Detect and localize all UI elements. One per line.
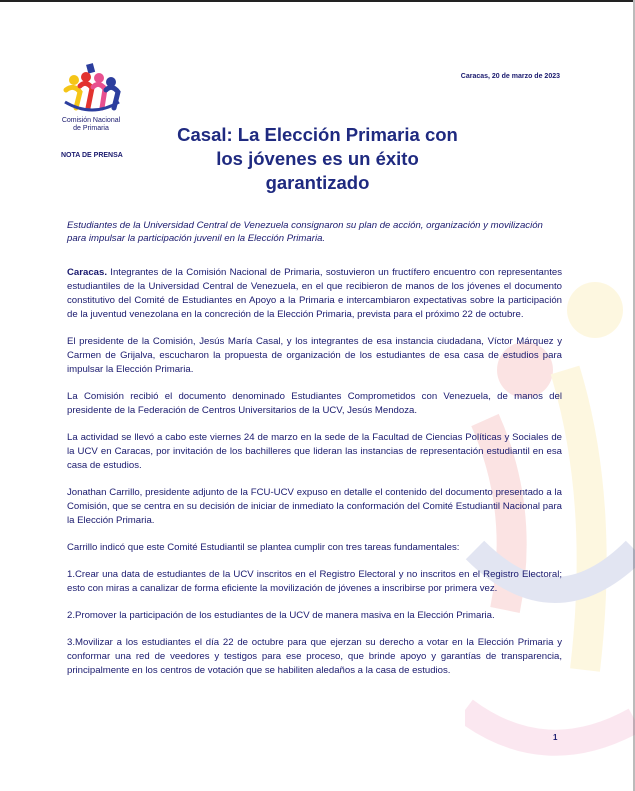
article-body [67, 266, 562, 691]
paragraph-2: El presidente de la Comisión, Jesús María Casal, y los integrantes de esa instancia ciudadana, Víctor Márquez y Carmen de Grijalva, escucharon la propuesta de organización de los estudiantes de esa casa de estudios para impulsar la Elección Primaria. [67, 336, 562, 375]
title-line-1: Casal: La Elección Primaria con [177, 124, 458, 145]
paragraph-1-text: Integrantes de la Comisión Nacional de Primaria, sostuvieron un fructífero encuentro con representantes estudiantiles de la Universidad Central de Venezuela, en el que recibieron de manos de los jóvenes el documento constitutivo del Comité de Estudiantes en Apoyo a la Primaria e intercambiaron expectativas sobre la participación de la juventud venezolana en la concreción de la Elección Primaria, prevista para el próximo 22 de octubre. [67, 267, 562, 320]
paragraph-3: La Comisión recibió el documento denominado Estudiantes Comprometidos con Venezuela, de manos del presidente de la Federación de Centros Universitarios de la UCV, Jesús Mendoza. [67, 391, 562, 416]
dateline-place: Caracas. [67, 267, 108, 278]
comision-logo-icon [62, 62, 122, 117]
top-border [0, 0, 635, 2]
logo-caption [46, 117, 136, 133]
list-item-2: 2.Promover la participación de los estudiantes de la UCV de manera masiva en la Elección Primaria. [67, 610, 495, 621]
press-release-label: NOTA DE PRENSA [61, 152, 123, 159]
page-title [160, 123, 475, 195]
list-item-3: 3.Movilizar a los estudiantes el día 22 de octubre para que ejerzan su derecho a votar en la Elección Primaria y conformar una red de veedores y testigos para ese proceso, que brinde apoyo y garantías de transparencia, principalmente en los centros de votación que se habiliten aledaños a la casa de estudios. [67, 637, 562, 676]
title-line-2: los jóvenes es un éxito [216, 148, 419, 169]
paragraph-5: Jonathan Carrillo, presidente adjunto de la FCU-UCV expuso en detalle el contenido del documento presentado a la Comisión, que se centra en su decisión de iniciar de inmediato la conformación del Comité Estudiantil Nacional para la Elección Primaria. [67, 487, 562, 526]
page-number: 1 [553, 733, 558, 742]
logo-caption-line1: Comisión Nacional [61, 117, 121, 124]
paragraph-4: La actividad se llevó a cabo este viernes 24 de marzo en la sede de la Facultad de Ciencias Políticas y Sociales de la UCV en Caracas, por invitación de los bachilleres que lideran las instancias de representación estudiantil en esa casa de estudios. [67, 432, 562, 471]
list-item-1: 1.Crear una data de estudiantes de la UCV inscritos en el Registro Electoral y no inscritos en el Registro Electoral; esto con miras a canalizar de forma eficiente la movilización de jóvenes a inscribirse por primera vez. [67, 569, 562, 594]
paragraph-1 [67, 266, 562, 322]
logo-caption-line2: de Primaria [73, 125, 109, 132]
lead-paragraph: Estudiantes de la Universidad Central de Venezuela consignaron su plan de acción, organización y movilización para impulsar la participación juvenil en la Elección Primaria. [67, 220, 543, 244]
paragraph-6: Carrillo indicó que este Comité Estudiantil se plantea cumplir con tres tareas fundamentales: [67, 542, 460, 553]
title-line-3: garantizado [265, 172, 370, 193]
date-line: Caracas, 20 de marzo de 2023 [460, 73, 560, 80]
